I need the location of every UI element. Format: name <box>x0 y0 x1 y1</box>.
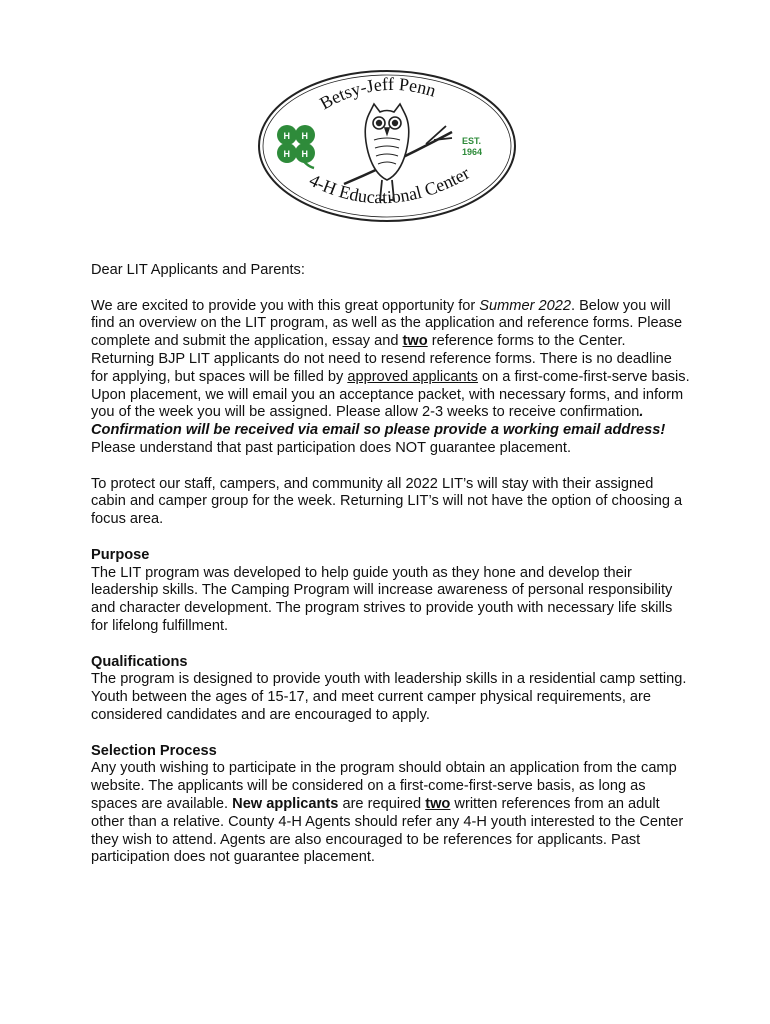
purpose-heading: Purpose <box>91 546 150 563</box>
qualifications-heading: Qualifications <box>91 653 188 670</box>
purpose-section <box>91 547 691 636</box>
svg-text:H: H <box>301 131 308 141</box>
logo-est-year: 1964 <box>462 147 483 157</box>
qualifications-body: The program is designed to provide youth with leadership skills in a residential camp setting. Youth between the ages of 15-17, and meet current camper physical requirements, are considered candidates and are encouraged to apply. <box>91 671 687 723</box>
svg-text:H: H <box>301 149 308 159</box>
logo-bottom-text: 4-H Educational Center <box>306 162 473 208</box>
svg-text:H: H <box>283 131 290 141</box>
selection-section: Selection Process Any youth wishing to participate in the program should obtain an application from the camp website. The applicants will be considered on a first-come-first-serve basis, as long as spaces are available. New applicants are required two written references from an adult other than a relative. County 4-H Agents should refer any 4-H youth interested to the Center they wish to attend. Agents are also encouraged to be references for applicants. Past participation does not guarantee placement. <box>91 743 691 868</box>
betsy-jeff-penn-logo <box>256 66 518 226</box>
logo-top-text: Betsy-Jeff Penn <box>316 73 439 114</box>
intro-paragraph: We are excited to provide you with this great opportunity for Summer 2022. Below you will find an overview on the LIT program, as well as the application and reference forms. Please complete and submit the application, essay and two reference forms to the Center. Returning BJP LIT applicants do not need to resend reference forms. There is no deadline for applying, but spaces will be filled by approved applicants on a first-come-first-serve basis. Upon placement, we will email you an acceptance packet, with necessary forms, and inform you of the week you will be assigned. Please allow 2-3 weeks to receive confirmation. Confirmation will be received via email so please provide a working email address! Please understand that past participation does NOT guarantee placement. <box>91 297 690 456</box>
svg-text:H: H <box>283 149 290 159</box>
logo-est-label: EST. <box>462 136 482 146</box>
purpose-body: The LIT program was developed to help guide youth as they hone and develop their leadership skills. The Camping Program will increase awareness of personal responsibility and character development. The program strives to provide youth with necessary life skills for lifelong fulfillment. <box>91 564 673 634</box>
qualifications-section <box>91 654 691 725</box>
letter-body <box>91 262 691 885</box>
selection-heading: Selection Process <box>91 742 217 759</box>
protect-paragraph: To protect our staff, campers, and community all 2022 LIT’s will stay with their assigned cabin and camper group for the week. Returning LIT’s will not have the option of choosing a focus area. <box>91 475 683 528</box>
salutation: Dear LIT Applicants and Parents: <box>91 262 305 278</box>
